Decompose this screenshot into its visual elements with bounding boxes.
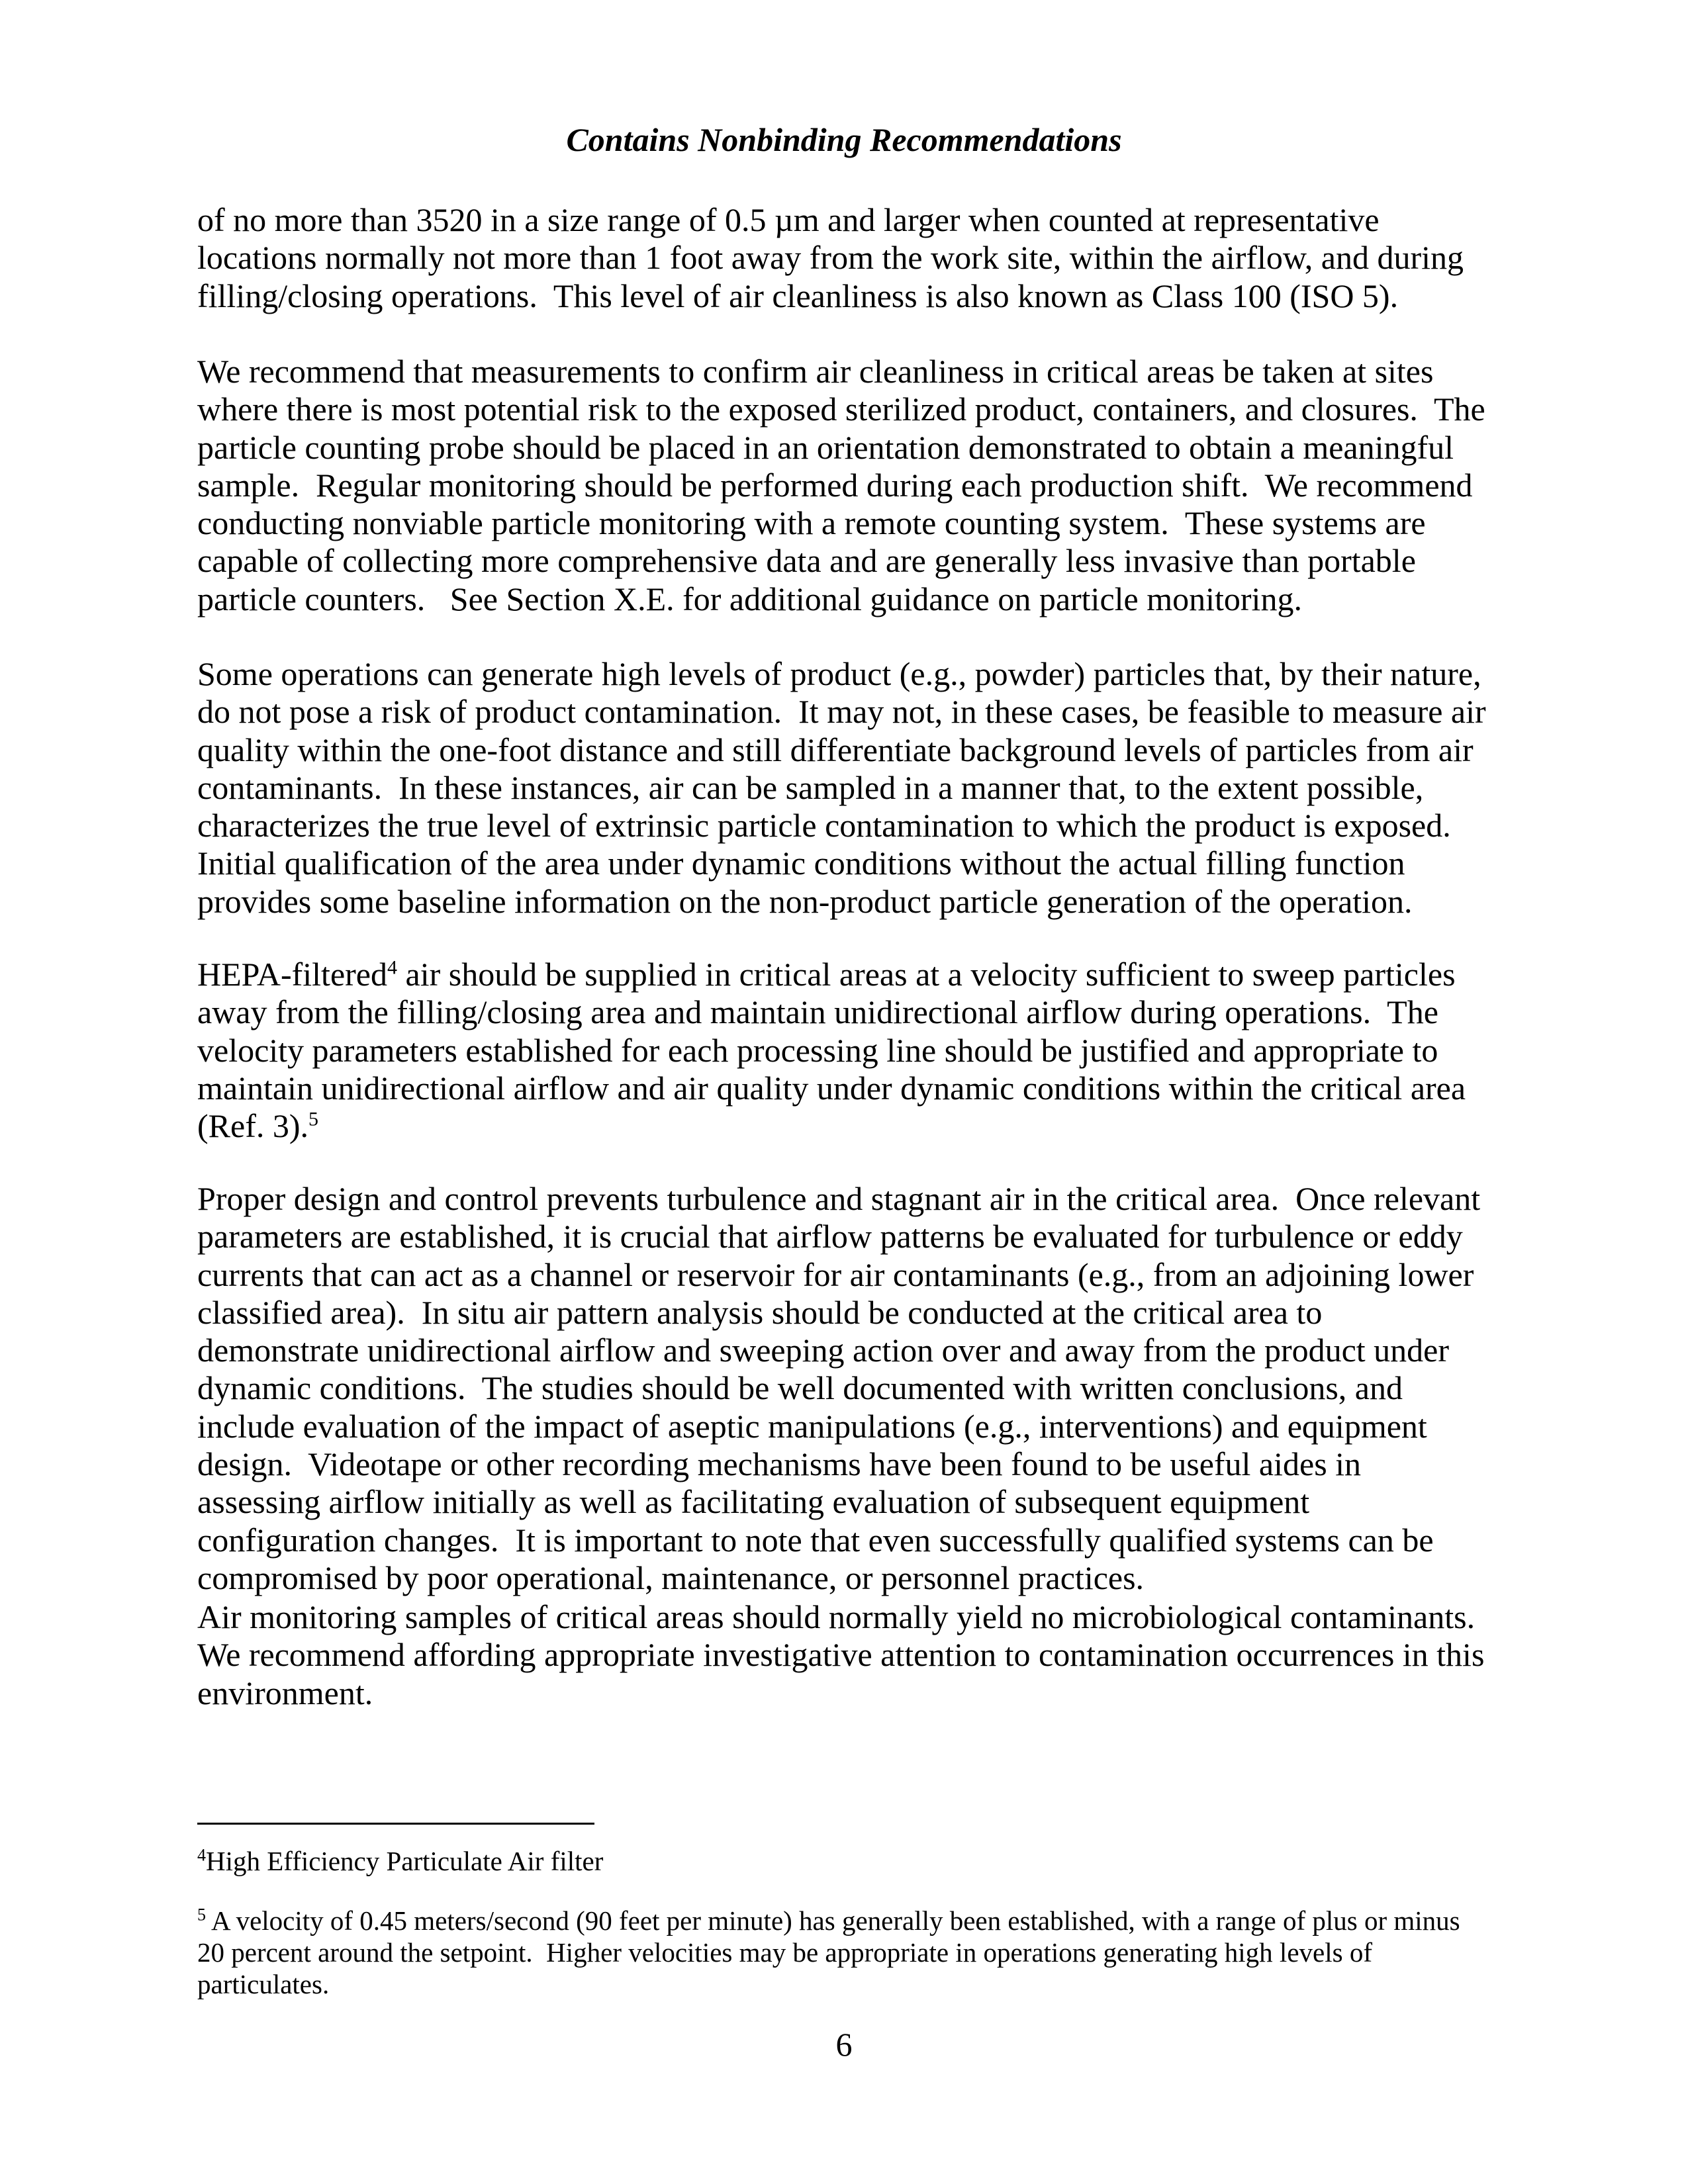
paragraph-airflow-design: Proper design and control prevents turbulence and stagnant air in the critical area. Once relevant parameters are established, it is crucial that airflow patterns be evaluated for turbulence or eddy currents that can act as a channel or reservoir for air contaminants (e.g., from an adjoining lower classified area). In situ air pattern analysis should be conducted at the critical area to demonstrate unidirectional airflow and sweeping action over and away from the product under dynamic conditions. The studies should be well documented with written conclusions, and include evaluation of the impact of aseptic manipulations (e.g., interventions) and equipment design. Videotape or other recording mechanisms have been found to be useful aides in assessing airflow initially as well as facilitating evaluation of subsequent equipment configuration changes. It is important to note that even successfully qualified systems can be compromised by poor operational, maintenance, or personnel practices. [197,1180,1481,1596]
page-number: 6 [835,2026,853,2063]
running-header: Contains Nonbinding Recommendations [566,121,1122,158]
footnote-mark: 4 [197,1845,206,1865]
footnote-ref-4[interactable]: 4 [387,956,397,979]
hepa-text-continued: air should be supplied in critical areas at a velocity sufficient to sweep particles away from the filling/closing area and maintain unidirectional airflow during operations. The velocity parameters established for each processing line should be justified and appropriate to maintain unidirectional airflow and air quality under dynamic conditions within the critical area (Ref. 3). [197,956,1466,1145]
footnote-separator [197,1823,594,1825]
footnote-text: A velocity of 0.45 meters/second (90 feet per minute) has generally been established, with a range of plus or minus 20 percent around the setpoint. Higher velocities may be appropriate in operations generating high levels of particulates. [197,1905,1460,1999]
paragraph-particle-limit: of no more than 3520 in a size range of 0.5 µm and larger when counted at representative locations normally not more than 1 foot away from the work site, within the airflow, and during filling/closing operations. This level of air cleanliness is also known as Class 100 (ISO 5). [197,201,1464,314]
footnote-5 [197,1905,1460,2000]
paragraph-air-monitoring: Air monitoring samples of critical areas should normally yield no microbiological contaminants. We recommend affording appropriate investigative attention to contamination occurrences in this environment. [197,1598,1485,1711]
footnote-mark: 5 [197,1905,206,1925]
footnote-ref-5[interactable]: 5 [308,1108,318,1130]
footnote-text: High Efficiency Particulate Air filter [206,1846,604,1876]
hepa-text: HEPA-filtered [197,956,387,993]
paragraph-hepa-airflow [197,956,1466,1145]
paragraph-product-particles: Some operations can generate high levels of product (e.g., powder) particles that, by their nature, do not pose a risk of product contamination. It may not, in these cases, be feasible to measure air quality within the one-foot distance and still differentiate background levels of particles from air contaminants. In these instances, air can be sampled in a manner that, to the extent possible, characterizes the true level of extrinsic particle contamination to which the product is exposed. Initial qualification of the area under dynamic conditions without the actual filling function provides some baseline information on the non-product particle generation of the operation. [197,655,1486,920]
footnote-4 [197,1845,603,1877]
paragraph-measurement-sites: We recommend that measurements to confirm air cleanliness in critical areas be taken at sites where there is most potential risk to the exposed sterilized product, containers, and closures. The particle counting probe should be placed in an orientation demonstrated to obtain a meaningful sample. Regular monitoring should be performed during each production shift. We recommend conducting nonviable particle monitoring with a remote counting system. These systems are capable of collecting more comprehensive data and are generally less invasive than portable particle counters. See Section X.E. for additional guidance on particle monitoring. [197,353,1485,617]
